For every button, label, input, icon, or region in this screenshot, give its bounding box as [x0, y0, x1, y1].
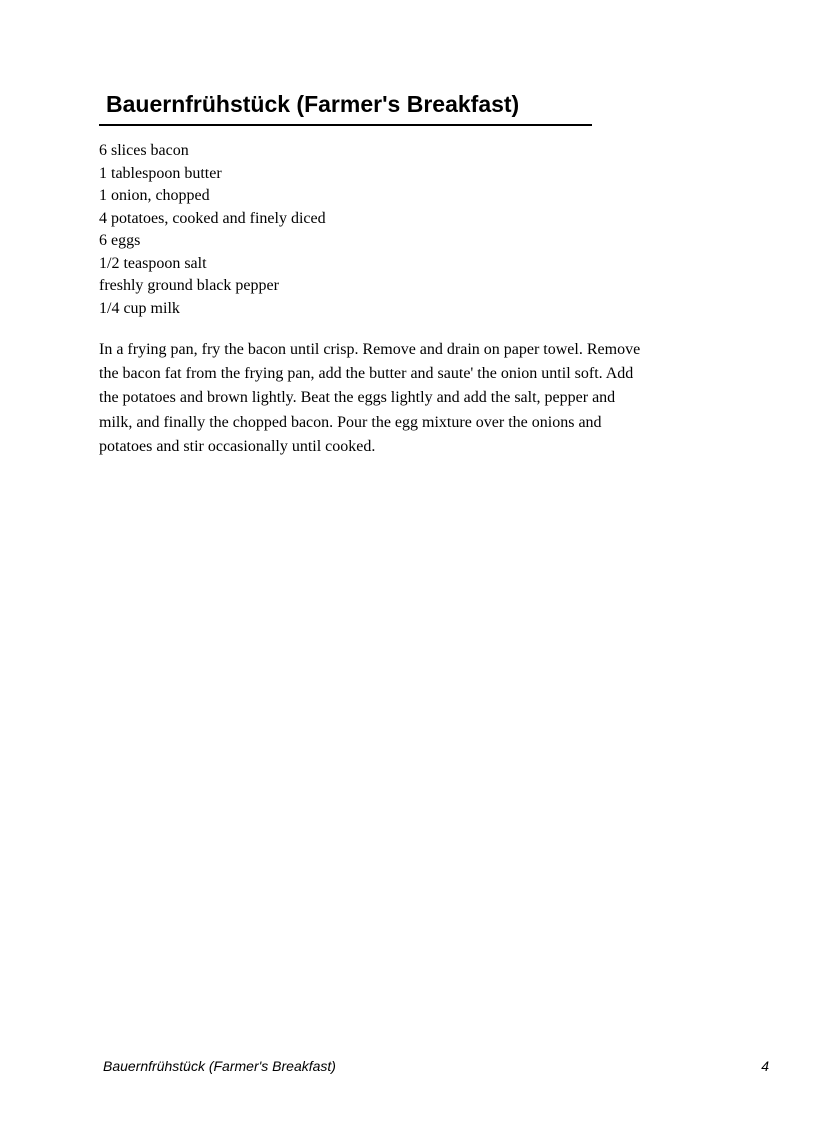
recipe-title: Bauernfrühstück (Farmer's Breakfast): [106, 91, 520, 117]
ingredient-item: 6 slices bacon: [99, 142, 189, 159]
ingredient-item: 1/2 teaspoon salt: [99, 254, 207, 272]
ingredient-item: 4 potatoes, cooked and finely diced: [99, 209, 326, 227]
instructions-line: In a frying pan, fry the bacon until crisp. Remove and drain on paper towel. Remove: [99, 341, 641, 358]
ingredient-item: 1 tablespoon butter: [99, 164, 222, 182]
page-number: 4: [761, 1058, 769, 1074]
instructions-line: the potatoes and brown lightly. Beat the eggs lightly and add the salt, pepper and: [99, 389, 616, 407]
ingredient-item: 1 onion, chopped: [99, 187, 210, 204]
ingredient-item: 6 eggs: [99, 232, 141, 249]
instructions-paragraph: [99, 338, 729, 459]
instructions-line: milk, and finally the chopped bacon. Pour the egg mixture over the onions and: [99, 413, 602, 431]
instructions-line: the bacon fat from the frying pan, add the butter and saute' the onion until soft. Add: [99, 365, 634, 383]
ingredient-list: [99, 140, 326, 320]
ingredient-item: 1/4 cup milk: [99, 299, 180, 317]
ingredient-item: freshly ground black pepper: [99, 277, 279, 294]
instructions-line: potatoes and stir occasionally until cooked.: [99, 437, 376, 455]
title-underline: [99, 124, 592, 126]
footer-title: Bauernfrühstück (Farmer's Breakfast): [103, 1058, 336, 1074]
